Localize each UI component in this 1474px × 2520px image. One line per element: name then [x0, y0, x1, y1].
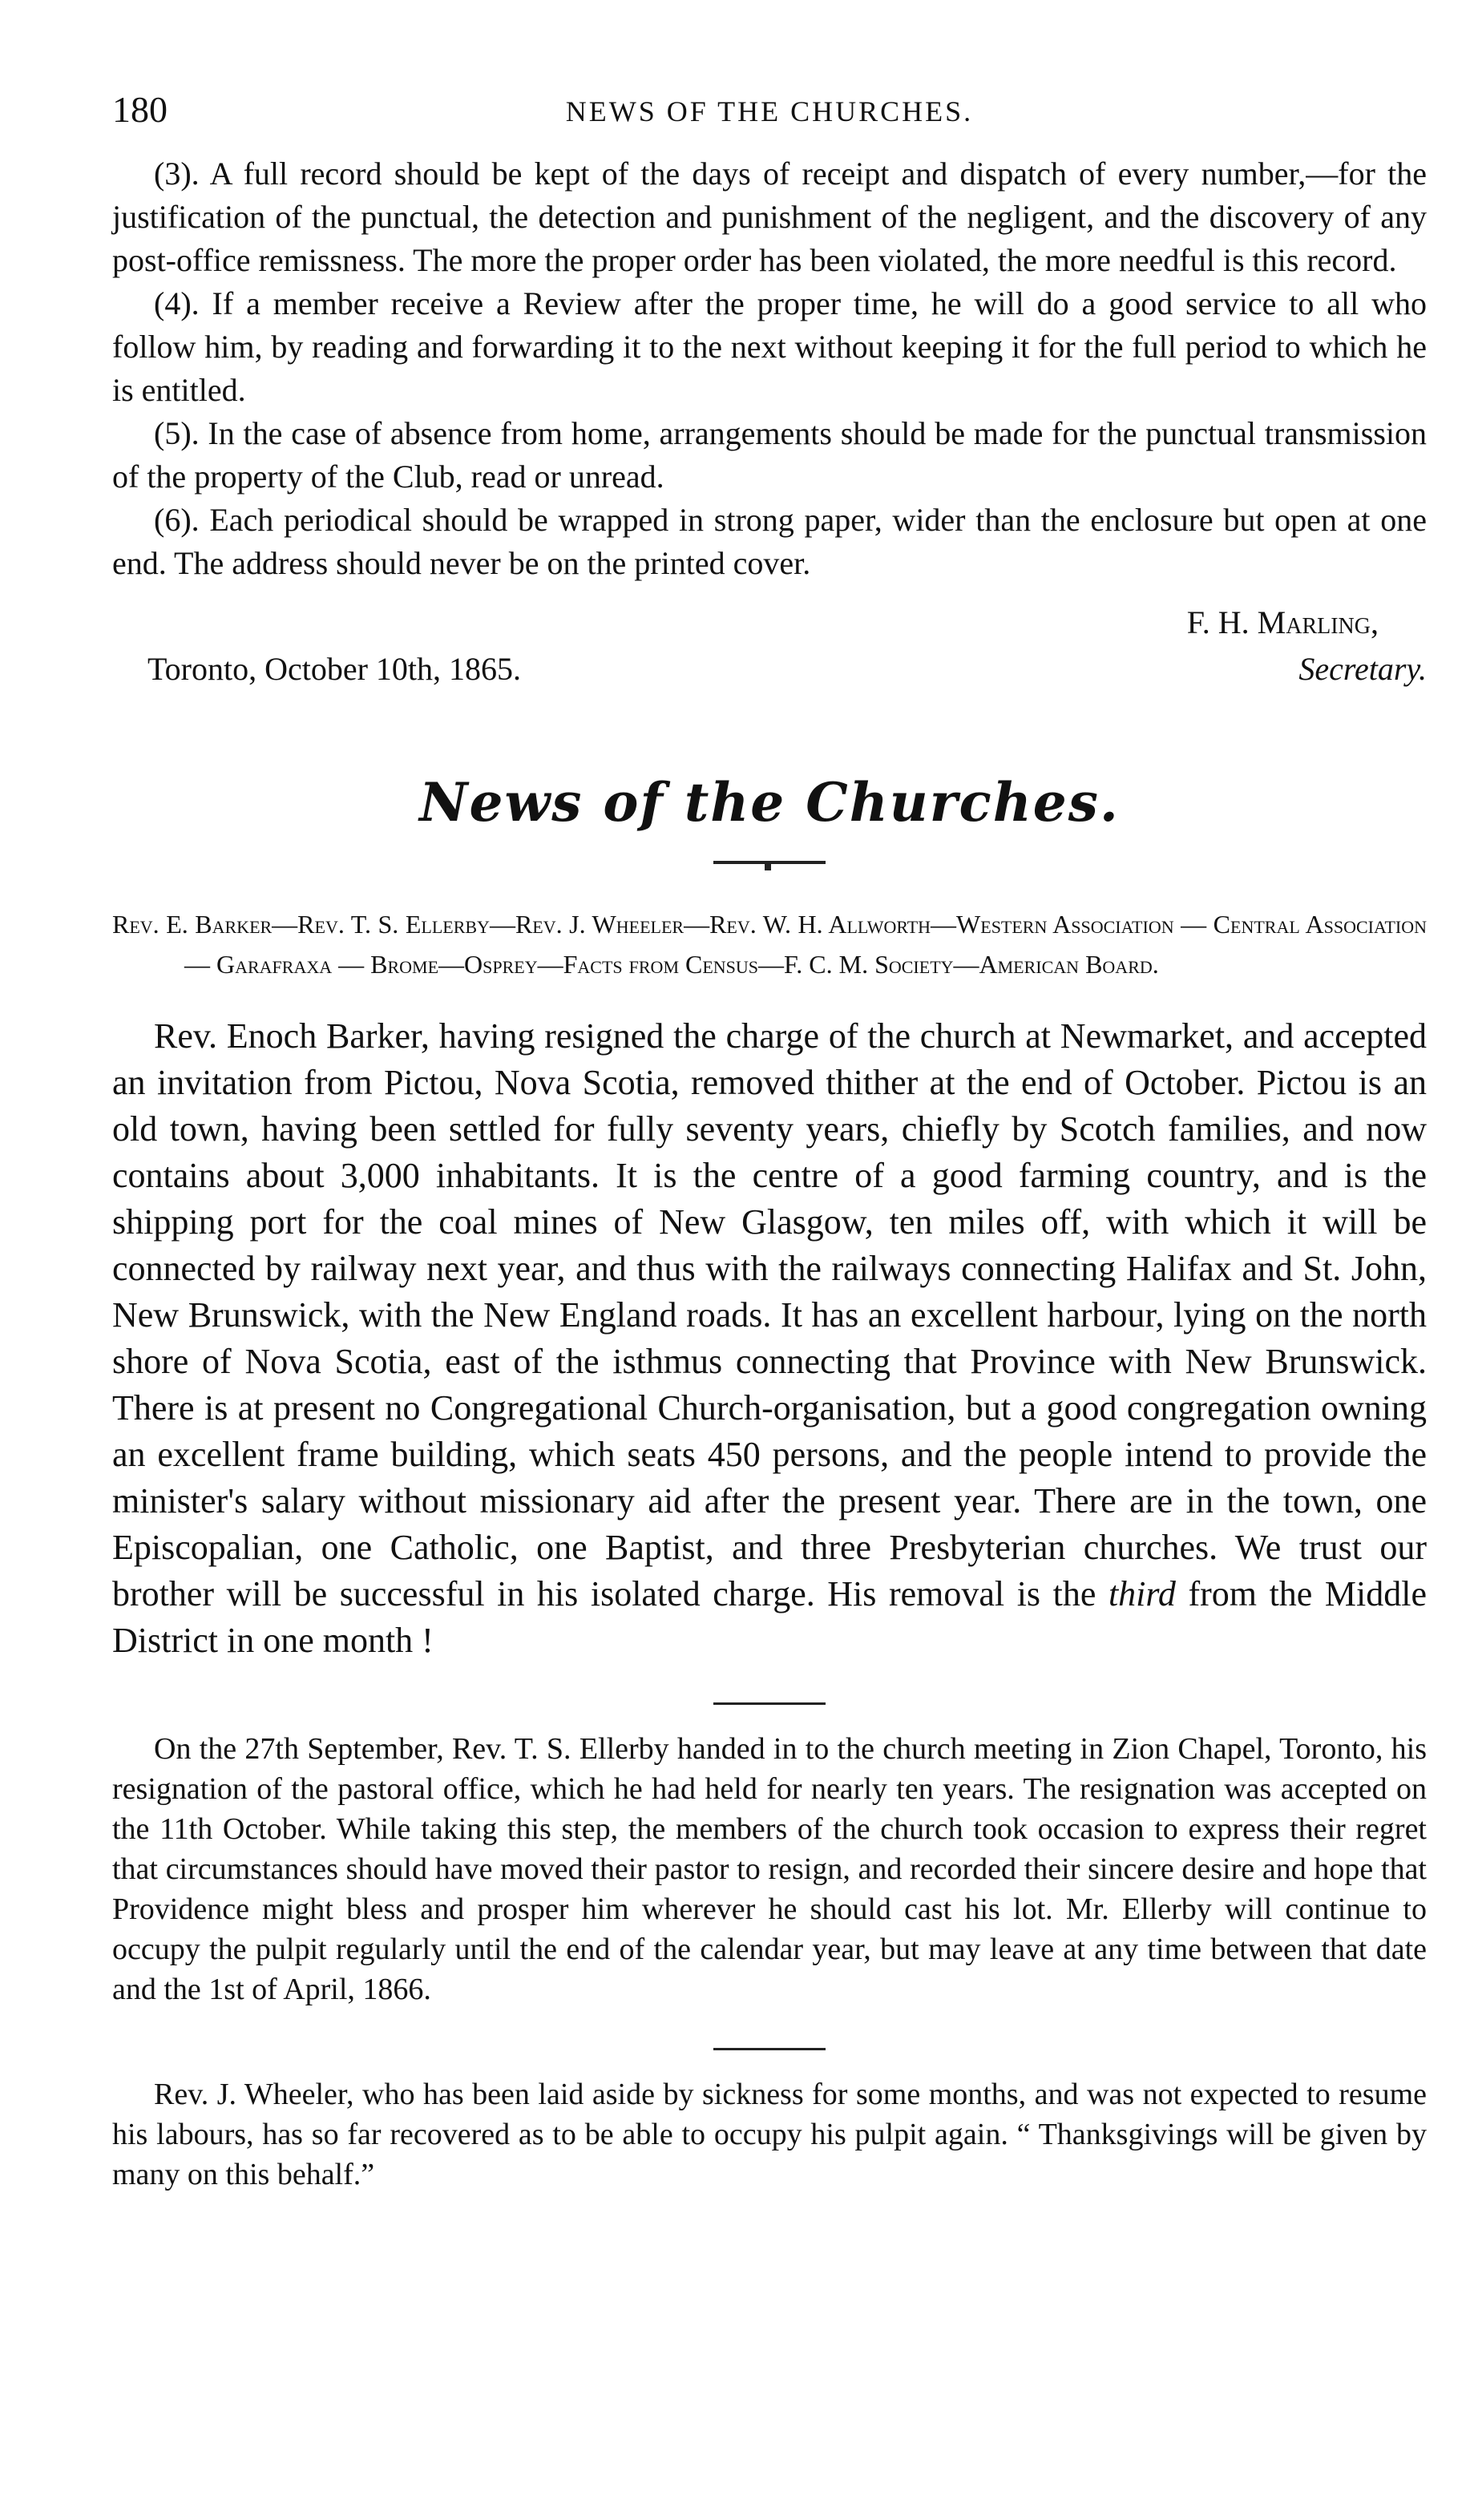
club-rules: [112, 152, 1427, 585]
divider: [713, 1702, 826, 1705]
page-number: 180: [112, 89, 168, 130]
signature-name: F. H. Marling,: [1186, 604, 1379, 640]
article-text: Rev. Enoch Barker, having resigned the charge of the church at Newmarket, and accepted an invitation from Pictou, Nova Scotia, removed thither at the end of October. Pictou is an old town, having been settled for fully seventy years, chiefly by Scotch families, and now contains about 3,000 inhabitants. It is the centre of a good farming country, and is the shipping port for the coal mines of New Glasgow, ten miles off, with which it will be connected by railway next year, and thus with the railways connecting Halifax and St. John, New Brunswick, with the New England roads. It has an excellent harbour, lying on the north shore of Nova Scotia, east of the isthmus connecting that Province with New Brunswick. There is at present no Congregational Church-organisation, but a good congregation owning an excellent frame building, which seats 450 persons, and the people intend to provide the minister's salary without missionary aid after the present year. There are in the town, one Episcopalian, one Catholic, one Baptist, and three Presbyterian churches. We trust our brother will be successful in his isolated charge. His removal is the: [112, 1016, 1427, 1613]
article-wheeler: [112, 2074, 1427, 2195]
article-paragraph: Rev. J. Wheeler, who has been laid aside by sickness for some months, and was not expected to resume his labours, has so far recovered as to be able to occupy his pulpit again. “ Thanksgivings will be given by many on this behalf.”: [112, 2078, 1427, 2191]
rule-paragraph: (4). If a member receive a Review after the proper time, he will do a good service to all who follow him, by reading and forwarding it to the next without keeping it for the full period to which he is entitled.: [112, 285, 1427, 408]
article-paragraph: [112, 1013, 1427, 1664]
section-summary: Rev. E. Barker—Rev. T. S. Ellerby—Rev. J. Wheeler—Rev. W. H. Allworth—Western Association — Central Association — Garafraxa — Brome—Osprey—Facts from Census—F. C. M. Society—American Board.: [112, 910, 1427, 979]
rule-paragraph: (5). In the case of absence from home, arrangements should be made for the punctual transmission of the property of the Club, read or unread.: [112, 415, 1427, 495]
title-ornament: [713, 861, 826, 864]
signature-date: Toronto, October 10th, 1865.: [147, 651, 522, 687]
running-header: [112, 88, 1427, 152]
rule-paragraph: (3). A full record should be kept of the days of receipt and dispatch of every number,—for the justification of the punctual, the detection and punishment of the negligent, and the discovery of any post-office remissness. The more the proper order has been violated, the more needful is this record.: [112, 155, 1427, 278]
article-text: from the Middle District in one month !: [112, 1574, 1428, 1660]
article-ellerby: [112, 1729, 1427, 2009]
section-title: News of the Churches.: [419, 771, 1120, 834]
divider: [713, 2048, 826, 2050]
article-emphasis: third: [1108, 1574, 1176, 1613]
running-title: NEWS OF THE CHURCHES.: [565, 95, 974, 127]
signature-role: Secretary.: [1298, 651, 1427, 687]
article-barker: [112, 1013, 1427, 1664]
article-paragraph: On the 27th September, Rev. T. S. Ellerby handed in to the church meeting in Zion Chapel, Toronto, his resignation of the pastoral office, which he had held for nearly ten years. The resignation was accepted on the 11th October. While taking this step, the members of the church took occasion to express their regret that circumstances should have moved their pastor to resign, and recorded their sincere desire and hope that Providence might bless and prosper him wherever he should cast his lot. Mr. Ellerby will continue to occupy the pulpit regularly until the end of the calendar year, but may leave at any time between that date and the 1st of April, 1866.: [112, 1732, 1427, 2006]
signature-line: [112, 648, 1427, 691]
rule-paragraph: (6). Each periodical should be wrapped in strong paper, wider than the enclosure but open at one end. The address should never be on the printed cover.: [112, 502, 1427, 581]
page: [112, 88, 1427, 2195]
